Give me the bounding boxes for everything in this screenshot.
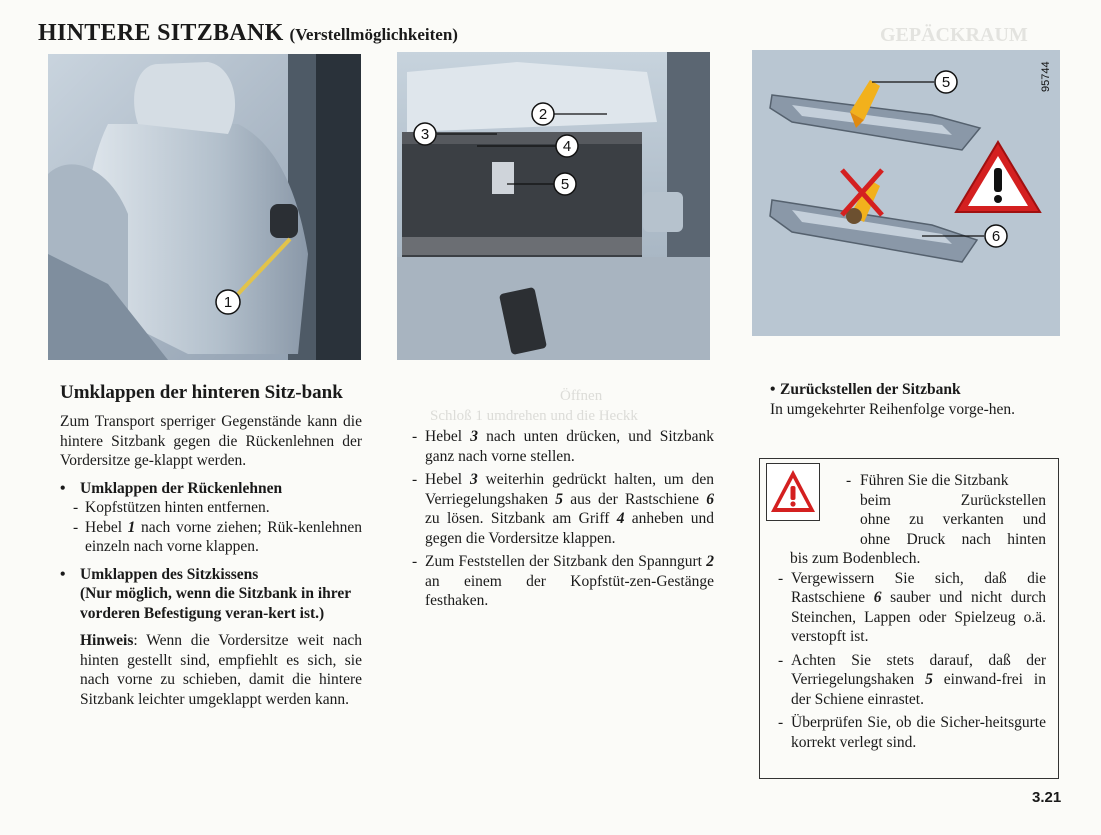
warning-item-guide-seat: - Führen Sie die Sitzbank beim Zurückstellen ohne zu verkanten und ohne Druck nach hinten xyxy=(846,472,1046,548)
column-right xyxy=(770,380,1062,419)
ghost-text: Schloß 1 umdrehen und die Heckk xyxy=(430,408,638,424)
return-seat-text: In umgekehrter Reihenfolge vorge-hen. xyxy=(770,400,1016,418)
callout-4: 4 xyxy=(562,138,572,155)
callout-6: 6 xyxy=(991,228,1001,245)
photo-trunk-seat-folded xyxy=(397,52,710,360)
callout-5-illustration: 5 xyxy=(941,74,951,91)
ghost-next-title: GEPÄCKRAUM xyxy=(880,24,1028,46)
warning-box xyxy=(759,458,1059,779)
warning-icon xyxy=(766,463,820,521)
step-release-hook: - Hebel 3 weiterhin gedrückt halten, um den Verriegelungshaken 5 aus der Rastschiene 6 zu lösen. Sitzbank am Griff 4 anheben und gegen die Vordersitze klappen. xyxy=(412,470,714,548)
title-main: HINTERE SITZBANK xyxy=(38,20,284,46)
page-title xyxy=(38,20,458,47)
bullet-fold-backrests: • Umklappen der Rückenlehnen xyxy=(60,479,362,499)
warning-item-seatbelts: - Überprüfen Sie, ob die Sicher-heitsgurte korrekt verlegt sind. xyxy=(778,713,1046,752)
step-press-lever-3: - Hebel 3 nach unten drücken, und Sitzbank ganz nach vorne stellen. xyxy=(412,427,714,466)
title-subtitle: (Verstellmöglichkeiten) xyxy=(289,25,458,44)
warning-item-check-rail: - Vergewissern Sie sich, daß die Rastschiene 6 sauber und nicht durch Steinchen, Lappen oder Spielzeug o.ä. verstopft ist. xyxy=(778,569,1046,647)
bullet-fold-cushion: • Umklappen des Sitzkissens xyxy=(60,565,362,585)
bullet-return-seat: • Zurückstellen der Sitzbank xyxy=(770,380,1062,400)
warning-item-hook-engaged: - Achten Sie stets darauf, daß der Verriegelungshaken 5 einwand-frei in der Schiene einrastet. xyxy=(778,651,1046,710)
ghost-text: Öffnen xyxy=(560,388,603,404)
callout-3: 3 xyxy=(420,126,430,143)
page-number: 3.21 xyxy=(1032,789,1062,806)
photo-rear-seat-backrest xyxy=(48,54,361,360)
step-pull-lever-1: - Hebel 1 nach vorne ziehen; Rük-kenlehnen einzeln nach vorne klappen. xyxy=(60,518,362,557)
illustration-latch-rail xyxy=(752,50,1060,336)
figure-reference-code: 95744 xyxy=(1040,61,1052,93)
callout-2: 2 xyxy=(538,106,548,123)
section-heading-fold-rear-seat: Umklappen der hinteren Sitz-bank xyxy=(60,382,343,403)
callout-5-photo: 5 xyxy=(560,176,570,193)
column-middle xyxy=(412,427,714,615)
intro-paragraph: Zum Transport sperriger Gegenstände kann die hintere Sitzbank gegen die Rückenlehnen der Vordersitze ge-klappt werden. xyxy=(60,413,362,469)
warning-item-guide-seat-end: bis zum Bodenblech. xyxy=(790,550,921,567)
column-left xyxy=(60,382,362,709)
step-remove-headrests: - Kopfstützen hinten entfernen. xyxy=(60,498,362,518)
callout-1: 1 xyxy=(223,294,233,311)
step-fasten-strap: - Zum Feststellen der Sitzbank den Spanngurt 2 an einem der Kopfstüt-zen-Gestänge festhaken. xyxy=(412,552,714,611)
cushion-condition-note: (Nur möglich, wenn die Sitzbank in ihrer vorderen Befestigung veran-kert ist.) xyxy=(80,585,351,622)
hint-paragraph: Hinweis: Wenn die Vordersitze weit nach hinten gestellt sind, empfiehlt es sich, sie nach vorne zu schieben, damit die hintere Sitzbank leichter umgeklappt werden kann. xyxy=(80,632,362,708)
